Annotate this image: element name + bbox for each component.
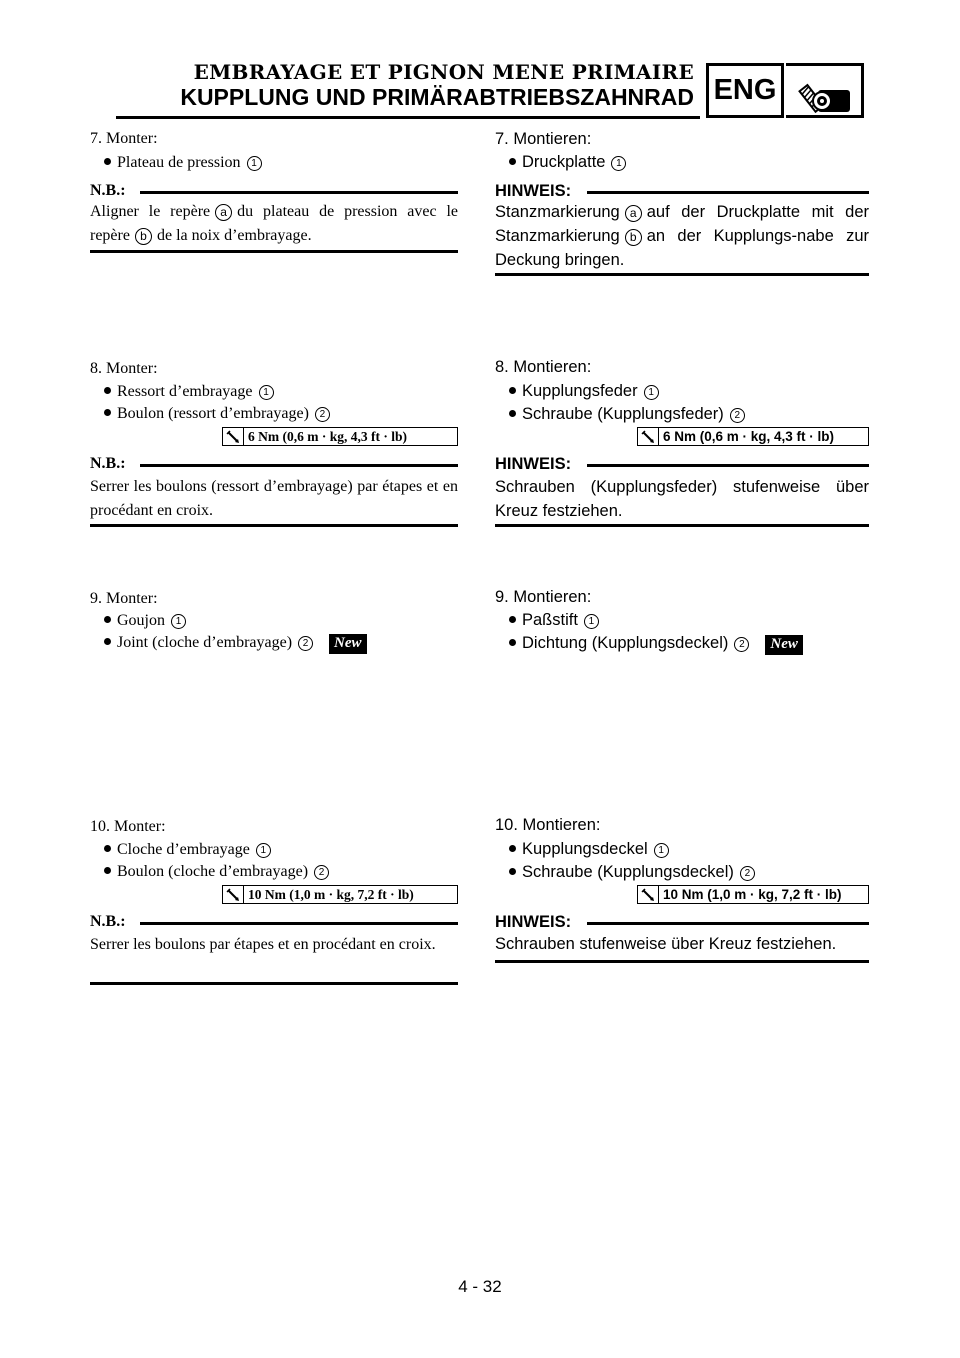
torque-value: 6 Nm (0,6 m · kg, 4,3 ft · lb) — [663, 429, 835, 444]
bullet-icon — [509, 158, 516, 165]
item-text: Paßstift — [522, 611, 578, 629]
mark-b: b — [625, 229, 642, 246]
list-item — [104, 405, 330, 423]
note-header — [90, 182, 458, 202]
note-end-rule — [495, 960, 869, 963]
note-rule — [587, 191, 869, 194]
note-text: Stanzmarkierung a auf der Druckplatte mit der Stanzmarkierung b an der Kupplungs-nabe zur Deckung bringen. — [495, 203, 869, 269]
part-number: 2 — [730, 408, 745, 423]
step-label: 7. Monter: — [90, 130, 158, 147]
item-text: Druckplatte — [522, 153, 606, 171]
mark-b: b — [135, 228, 152, 245]
bullet-icon — [509, 845, 516, 852]
list-item — [104, 383, 274, 401]
torque-spec — [637, 427, 869, 446]
wrench-icon-cell — [223, 428, 244, 445]
note-label: N.B.: — [90, 455, 134, 473]
torque-spec — [222, 885, 458, 904]
torque-value: 6 Nm (0,6 m · kg, 4,3 ft · lb) — [248, 428, 407, 444]
part-number: 2 — [298, 636, 313, 651]
step-label: 8. Montieren: — [495, 358, 592, 376]
note-end-rule — [495, 524, 869, 527]
note-header — [495, 455, 869, 475]
wrench-icon — [226, 888, 240, 902]
item-text: Boulon (cloche d’embrayage) — [117, 863, 309, 880]
part-number: 2 — [734, 637, 749, 652]
note-label: HINWEIS: — [495, 913, 579, 932]
item-text: Kupplungsfeder — [522, 382, 638, 400]
bullet-icon — [509, 387, 516, 394]
note-text: Aligner le repère a du plateau de pression avec le repère b de la noix d’embrayage. — [90, 203, 458, 244]
note-end-rule — [495, 273, 869, 276]
title-underline — [116, 116, 700, 119]
list-item — [104, 154, 262, 172]
page-title-german: KUPPLUNG UND PRIMÄRABTRIEBSZAHNRAD — [180, 84, 694, 110]
note-label: HINWEIS: — [495, 455, 579, 474]
step-label: 8. Monter: — [90, 360, 158, 377]
bullet-icon — [104, 616, 111, 623]
bullet-icon — [509, 616, 516, 623]
note-end-rule — [90, 524, 458, 527]
item-text: Schraube (Kupplungsdeckel) — [522, 863, 734, 881]
list-item — [104, 612, 186, 630]
part-number: 1 — [171, 614, 186, 629]
list-item — [509, 840, 669, 859]
note-text: Schrauben stufenweise über Kreuz festziehen. — [495, 935, 837, 953]
page-title-french: EMBRAYAGE ET PIGNON MENE PRIMAIRE — [193, 60, 694, 84]
list-item — [509, 611, 599, 630]
note-end-rule — [90, 982, 458, 985]
list-item — [104, 841, 271, 859]
note-header — [495, 913, 869, 933]
step-label: 9. Montieren: — [495, 588, 592, 606]
engine-bolt-icon-box — [786, 63, 864, 118]
note-header — [495, 182, 869, 202]
list-item — [104, 634, 367, 654]
item-text: Kupplungsdeckel — [522, 840, 648, 858]
note-text: Serrer les boulons par étapes et en procédant en croix. — [90, 936, 436, 953]
wrench-icon — [641, 430, 655, 444]
note-rule — [140, 191, 458, 194]
list-item — [104, 863, 329, 881]
wrench-icon — [641, 888, 655, 902]
part-number: 1 — [644, 385, 659, 400]
step-label: 10. Monter: — [90, 818, 166, 835]
note-rule — [587, 464, 869, 467]
note-label: N.B.: — [90, 913, 134, 931]
step-label: 10. Montieren: — [495, 816, 601, 834]
part-number: 1 — [256, 843, 271, 858]
bullet-icon — [104, 867, 111, 874]
note-rule — [587, 922, 869, 925]
torque-spec — [637, 885, 869, 904]
mark-a: a — [215, 204, 232, 221]
note-header — [90, 455, 458, 475]
section-badge: ENG — [706, 63, 784, 118]
note-text: Schrauben (Kupplungsfeder) stufenweise über Kreuz festziehen. — [495, 478, 869, 520]
part-number: 2 — [740, 866, 755, 881]
item-text: Schraube (Kupplungsfeder) — [522, 405, 724, 423]
note-header — [90, 913, 458, 933]
part-number: 2 — [315, 407, 330, 422]
wrench-icon — [226, 430, 240, 444]
list-item — [509, 863, 755, 882]
mark-a: a — [625, 205, 642, 222]
list-item — [509, 153, 626, 172]
step-label: 9. Monter: — [90, 590, 158, 607]
item-text: Dichtung (Kupplungsdeckel) — [522, 634, 729, 652]
bullet-icon — [509, 868, 516, 875]
torque-value: 10 Nm (1,0 m · kg, 7,2 ft · lb) — [663, 887, 842, 902]
page-number: 4 - 32 — [458, 1277, 502, 1296]
torque-spec — [222, 427, 458, 446]
part-number: 1 — [611, 156, 626, 171]
note-end-rule — [90, 250, 458, 253]
note-label: N.B.: — [90, 182, 134, 200]
item-text: Goujon — [117, 612, 165, 629]
step-label: 7. Montieren: — [495, 130, 592, 148]
bullet-icon — [509, 639, 516, 646]
item-text: Plateau de pression — [117, 154, 241, 171]
item-text: Ressort d’embrayage — [117, 383, 253, 400]
part-number: 2 — [314, 865, 329, 880]
wrench-icon-cell — [223, 886, 244, 903]
note-rule — [140, 464, 458, 467]
note-label: HINWEIS: — [495, 182, 579, 201]
new-part-badge: New — [329, 634, 367, 654]
note-rule — [140, 922, 458, 925]
note-text: Serrer les boulons (ressort d’embrayage) par étapes et en procédant en croix. — [90, 478, 458, 519]
part-number: 1 — [584, 614, 599, 629]
list-item — [509, 382, 659, 401]
item-text: Joint (cloche d’embrayage) — [117, 634, 293, 651]
part-number: 1 — [247, 156, 262, 171]
new-part-badge: New — [765, 635, 803, 655]
list-item — [509, 405, 745, 424]
part-number: 1 — [654, 843, 669, 858]
item-text: Cloche d’embrayage — [117, 841, 250, 858]
engine-bolt-icon — [792, 68, 858, 116]
bullet-icon — [104, 845, 111, 852]
wrench-icon-cell — [638, 886, 659, 903]
bullet-icon — [104, 158, 111, 165]
list-item — [509, 634, 803, 655]
torque-value: 10 Nm (1,0 m · kg, 7,2 ft · lb) — [248, 886, 414, 902]
bullet-icon — [509, 410, 516, 417]
wrench-icon-cell — [638, 428, 659, 445]
bullet-icon — [104, 387, 111, 394]
part-number: 1 — [259, 385, 274, 400]
bullet-icon — [104, 638, 111, 645]
item-text: Boulon (ressort d’embrayage) — [117, 405, 309, 422]
bullet-icon — [104, 409, 111, 416]
